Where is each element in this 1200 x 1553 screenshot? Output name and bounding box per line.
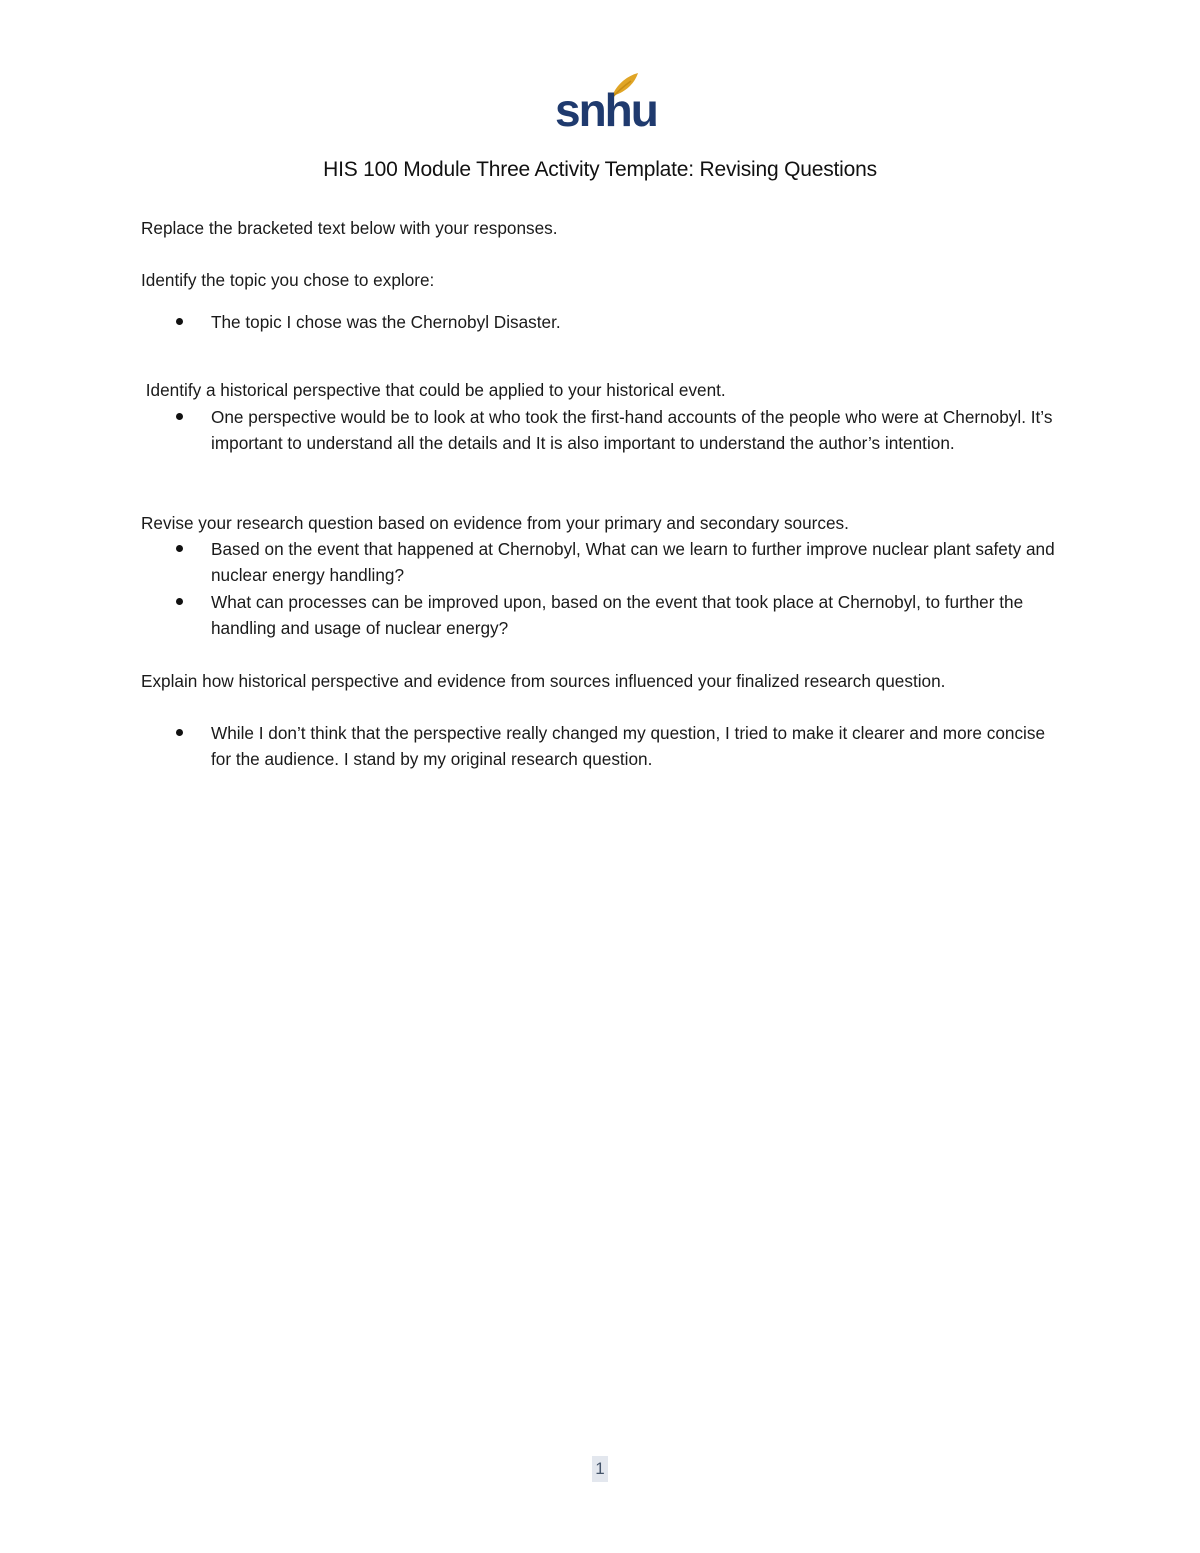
bullet-text: One perspective would be to look at who took the first-hand accounts of the people who were at Chernobyl. It’s important to understand all the details and It is also important to understand the author’s intention. — [211, 407, 1053, 453]
section-2-bullets — [141, 404, 1061, 457]
section-4-bullets — [141, 720, 1061, 773]
list-item — [141, 720, 1061, 772]
instructions-text: Replace the bracketed text below with your responses. — [141, 218, 558, 238]
section-1-prompt: Identify the topic you chose to explore: — [141, 270, 435, 290]
section-3-bullets — [141, 536, 1061, 642]
bullet-text: What can processes can be improved upon, based on the event that took place at Chernobyl, to further the handling and usage of nuclear energy? — [211, 592, 1024, 638]
bullet-text: Based on the event that happened at Chernobyl, What can we learn to further improve nuclear plant safety and nuclear energy handling? — [211, 539, 1055, 585]
bullet-text: While I don’t think that the perspective really changed my question, I tried to make it clearer and more concise for the audience. I stand by my original research question. — [211, 723, 1046, 769]
list-item — [141, 589, 1061, 641]
bullet-icon — [176, 318, 183, 325]
bullet-icon — [176, 545, 183, 552]
bullet-text: The topic I chose was the Chernobyl Disaster. — [211, 312, 561, 332]
bullet-icon — [176, 413, 183, 420]
list-item — [141, 309, 1061, 335]
section-1-bullets — [141, 309, 1061, 336]
document-title: HIS 100 Module Three Activity Template: Revising Questions — [323, 158, 877, 181]
section-4-prompt: Explain how historical perspective and evidence from sources influenced your finalized research question. — [141, 671, 946, 691]
snhu-logo — [553, 72, 657, 136]
section-3-prompt: Revise your research question based on evidence from your primary and secondary sources. — [141, 513, 849, 533]
section-2-prompt: Identify a historical perspective that could be applied to your historical event. — [141, 380, 726, 400]
list-item — [141, 404, 1061, 456]
bullet-icon — [176, 598, 183, 605]
page-number: 1 — [592, 1456, 608, 1482]
list-item — [141, 536, 1061, 588]
logo-wordmark: snhu — [555, 84, 657, 136]
bullet-icon — [176, 729, 183, 736]
